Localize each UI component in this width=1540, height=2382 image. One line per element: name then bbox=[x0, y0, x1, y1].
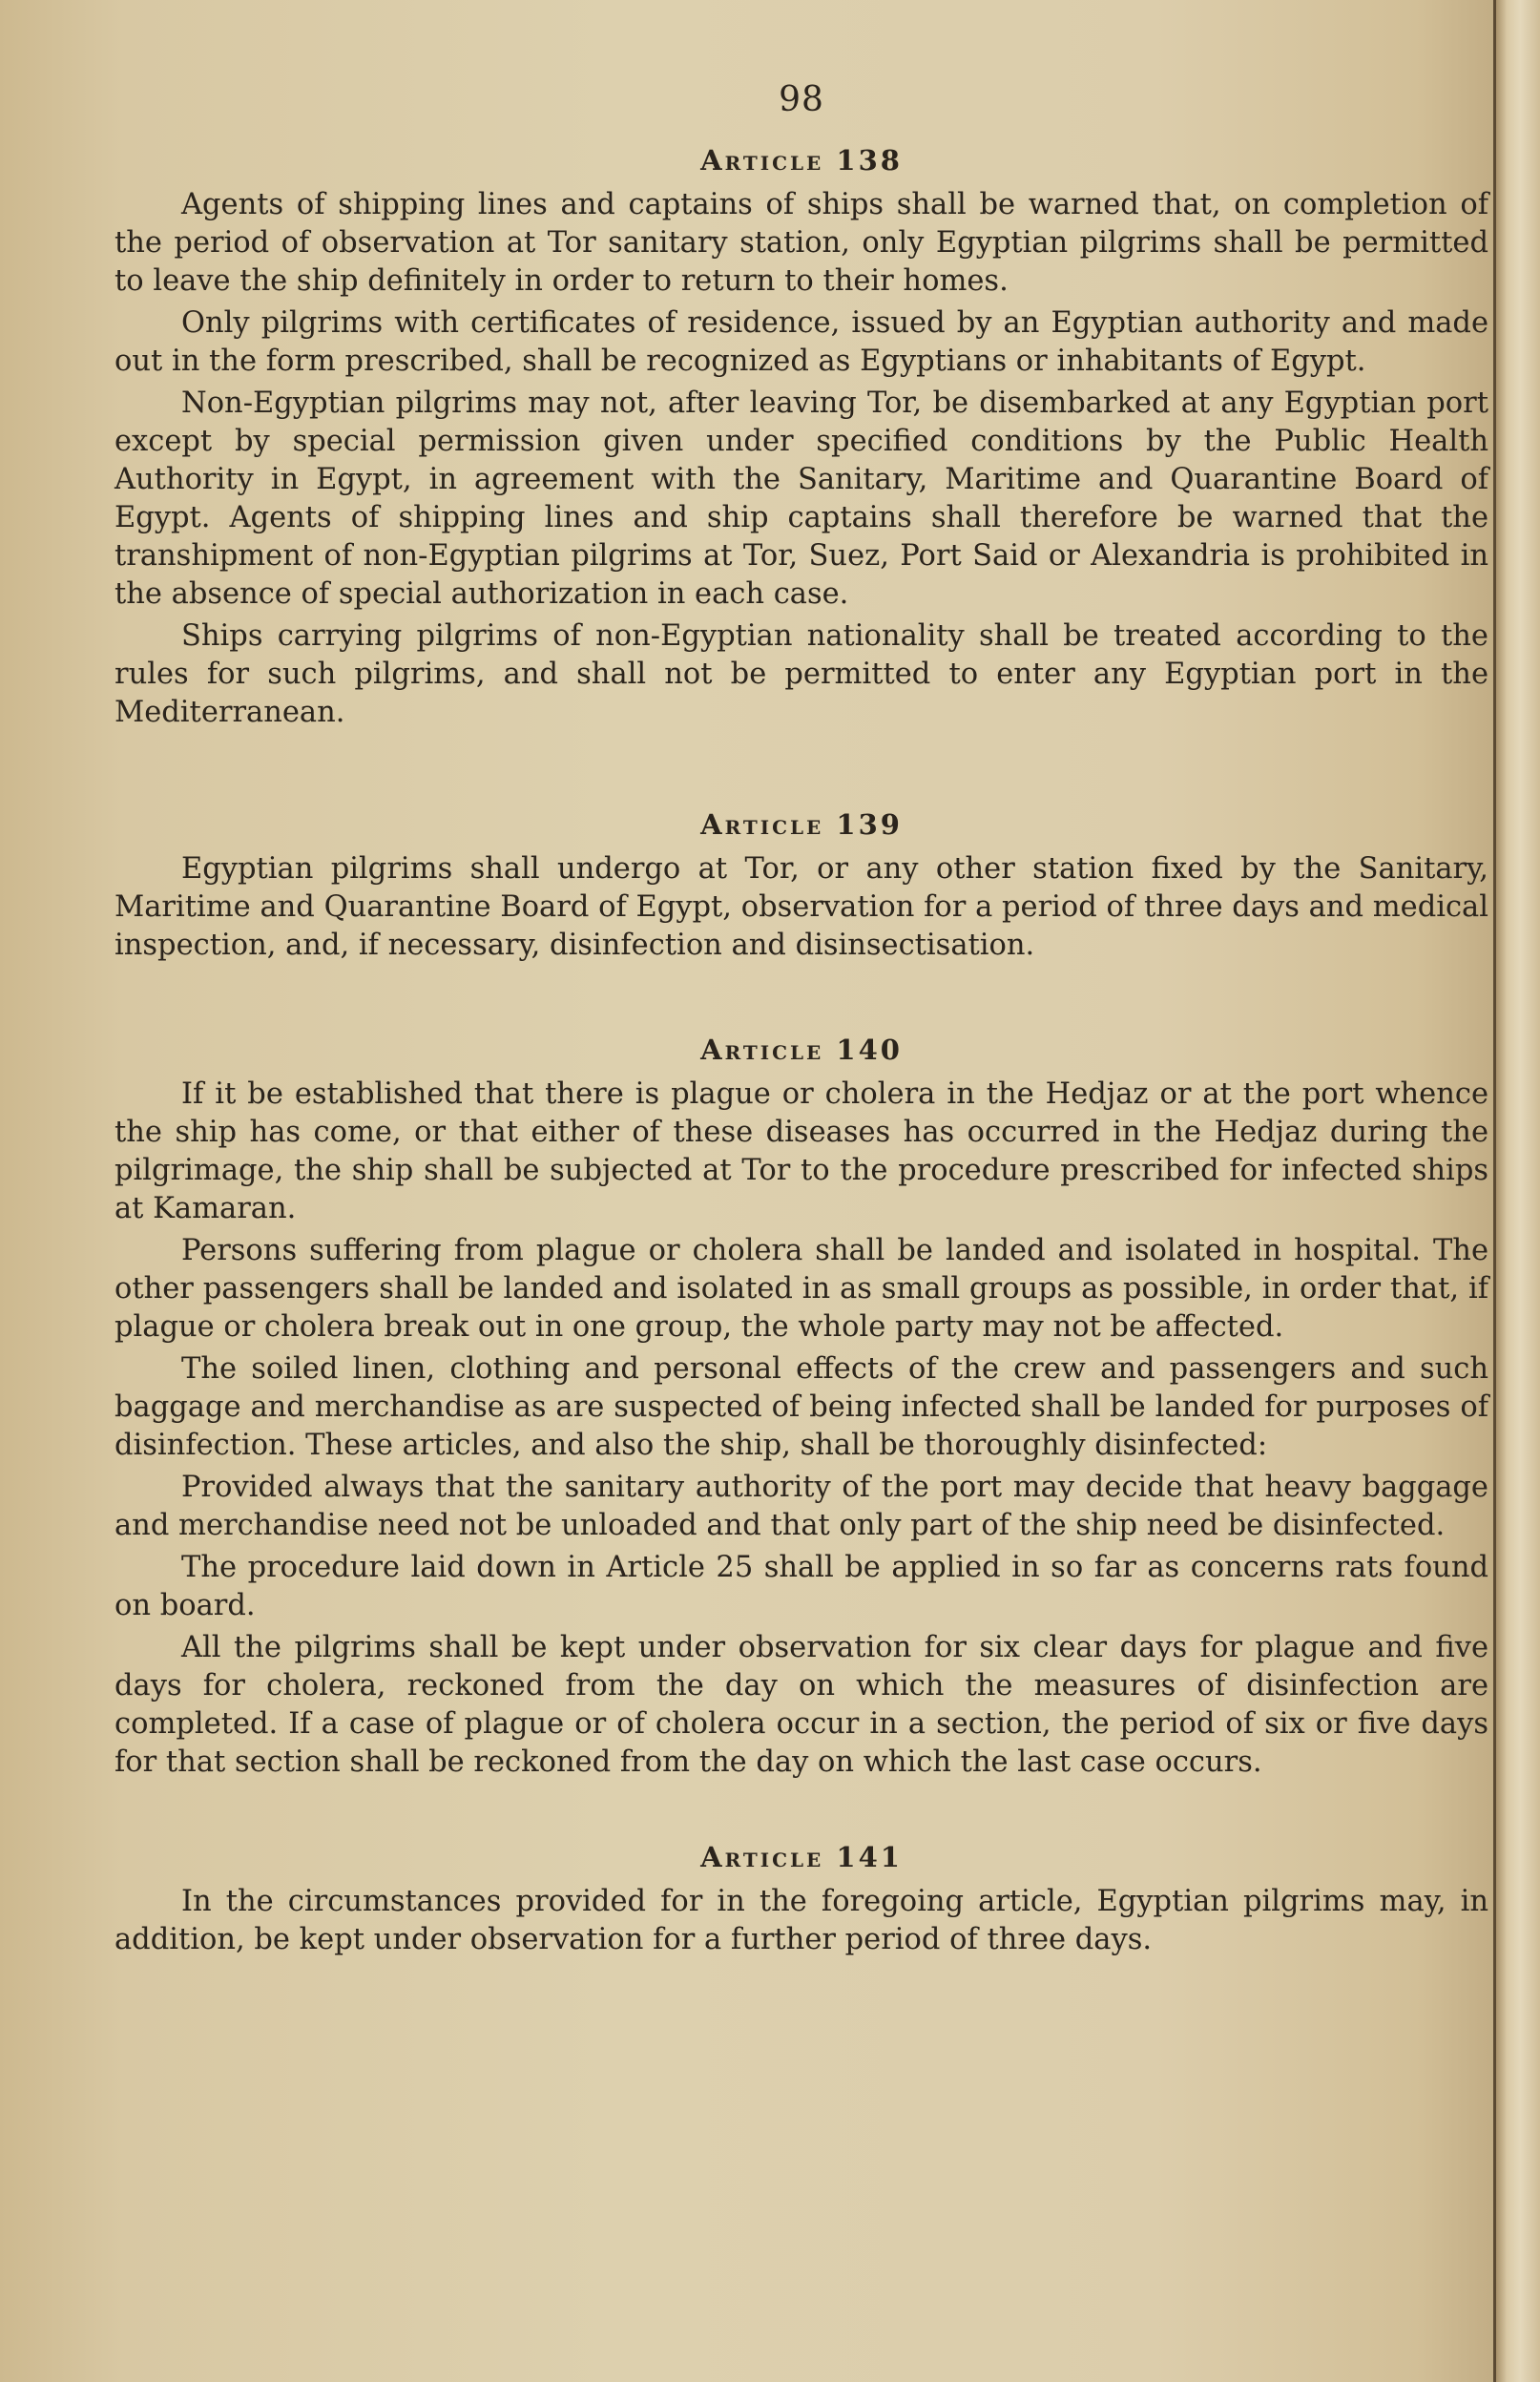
paragraph: In the circumstances provided for in the foregoing article, Egyptian pilgrims may, in addition, be kept under observation for a further period of three days. bbox=[114, 1885, 1488, 1956]
paragraph: Agents of shipping lines and captains of ships shall be warned that, on completion of the period of observation at Tor sanitary station, only Egyptian pilgrims shall be permitted to leave the ship definitely in order to return to their homes. bbox=[114, 188, 1488, 298]
paragraph: Egyptian pilgrims shall undergo at Tor, or any other station fixed by the Sanitary, Maritime and Quarantine Board of Egypt, observation for a period of three days and medical inspection, and, if necessary, disinfection and disinsectisation. bbox=[114, 852, 1488, 962]
paragraph: Provided always that the sanitary authority of the port may decide that heavy baggage and merchandise need not be unloaded and that only part of the ship need be disinfected. bbox=[114, 1471, 1488, 1542]
page-edge bbox=[1493, 0, 1540, 2382]
paragraph: Persons suffering from plague or cholera shall be landed and isolated in hospital. The other passengers shall be landed and isolated in as small groups as possible, in order that, if plague or cholera break out in one group, the whole party may not be affected. bbox=[114, 1234, 1488, 1344]
article-139 bbox=[114, 808, 1488, 965]
article-140 bbox=[114, 1034, 1488, 1782]
article-heading: Article 139 bbox=[700, 808, 903, 841]
page-number: 98 bbox=[779, 80, 824, 119]
article-141 bbox=[114, 1841, 1488, 1959]
paragraph: The procedure laid down in Article 25 shall be applied in so far as concerns rats found on board. bbox=[114, 1551, 1488, 1622]
article-heading: Article 138 bbox=[700, 144, 903, 177]
article-138 bbox=[114, 144, 1488, 732]
paragraph: The soiled linen, clothing and personal effects of the crew and passengers and such baggage and merchandise as are suspected of being infected shall be landed for purposes of disinfection. These articles, and also the ship, shall be thoroughly disinfected: bbox=[114, 1352, 1488, 1462]
paragraph: All the pilgrims shall be kept under observation for six clear days for plague and five days for cholera, reckoned from the day on which the measures of disinfection are completed. If a case of plague or of cholera occur in a section, the period of six or five days for that section shall be reckoned from the day on which the last case occurs. bbox=[114, 1631, 1488, 1779]
document-body bbox=[114, 67, 1488, 2036]
article-heading: Article 141 bbox=[700, 1841, 903, 1873]
paragraph: Ships carrying pilgrims of non-Egyptian nationality shall be treated according to the rules for such pilgrims, and shall not be permitted to enter any Egyptian port in the Mediterranean. bbox=[114, 619, 1488, 729]
paragraph: Only pilgrims with certificates of residence, issued by an Egyptian authority and made out in the form prescribed, shall be recognized as Egyptians or inhabitants of Egypt. bbox=[114, 306, 1488, 378]
paragraph: Non-Egyptian pilgrims may not, after leaving Tor, be disembarked at any Egyptian port except by special permission given under specified conditions by the Public Health Authority in Egypt, in agreement with the Sanitary, Maritime and Quarantine Board of Egypt. Agents of shipping lines and ship captains shall therefore be warned that the transhipment of non-Egyptian pilgrims at Tor, Suez, Port Said or Alexandria is prohibited in the absence of special authorization in each case. bbox=[114, 387, 1488, 611]
paragraph: If it be established that there is plague or cholera in the Hedjaz or at the port whence the ship has come, or that either of these diseases has occurred in the Hedjaz during the pilgrimage, the ship shall be subjected at Tor to the procedure prescribed for infected ships at Kamaran. bbox=[114, 1077, 1488, 1225]
article-heading: Article 140 bbox=[700, 1034, 903, 1066]
